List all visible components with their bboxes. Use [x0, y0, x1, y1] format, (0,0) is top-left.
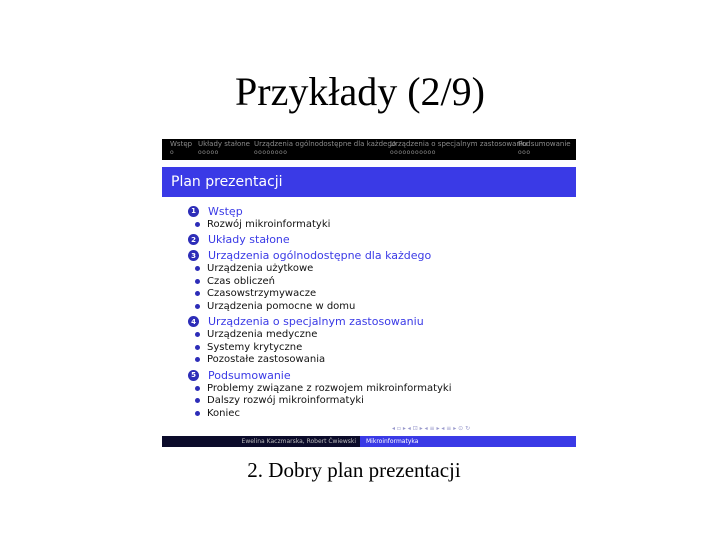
nav-section-label: Urządzenia o specjalnym zastosowaniu	[390, 140, 528, 148]
toc-section-label: Urządzenia ogólnodostępne dla każdego	[208, 249, 432, 262]
bullet-icon	[195, 222, 200, 227]
nav-section-dots: ooooooooooo	[390, 149, 436, 156]
bullet-icon	[195, 304, 200, 309]
toc-subsection-label: Problemy związane z rozwojem mikroinformatyki	[207, 382, 452, 394]
toc-subsection[interactable]	[188, 382, 572, 395]
nav-section-4[interactable]	[390, 140, 527, 157]
toc-subsection[interactable]	[188, 300, 572, 313]
toc-subsection[interactable]	[188, 354, 572, 367]
bullet-icon	[195, 266, 200, 271]
section-number-ball: 3	[188, 250, 199, 261]
toc-subsection[interactable]	[188, 288, 572, 301]
bullet-icon	[195, 279, 200, 284]
section-number-ball: 2	[188, 234, 199, 245]
toc-subsection-label: Systemy krytyczne	[207, 341, 303, 353]
section-number-ball: 5	[188, 370, 199, 381]
nav-section-dots: o	[170, 149, 175, 156]
nav-section-2[interactable]	[198, 140, 250, 157]
toc-section-label: Układy stałone	[208, 233, 290, 246]
toc-subsection[interactable]	[188, 275, 572, 288]
bullet-icon	[195, 291, 200, 296]
bullet-icon	[195, 357, 200, 362]
nav-section-label: Wstęp	[170, 140, 193, 148]
slide-title: Przykłady (2/9)	[235, 69, 485, 114]
toc-subsection-label: Czasowstrzymywacze	[207, 288, 317, 300]
bullet-icon	[195, 332, 200, 337]
toc-section[interactable]	[188, 204, 572, 218]
toc-subsection[interactable]	[188, 218, 572, 231]
toc-subsection-label: Urządzenia pomocne w domu	[207, 300, 356, 312]
presentation-screenshot	[162, 139, 576, 447]
toc-subsection[interactable]	[188, 263, 572, 276]
bullet-icon	[195, 345, 200, 350]
nav-section-3[interactable]	[254, 140, 396, 157]
nav-section-label: Urządzenia ogólnodostępne dla każdego	[254, 140, 397, 148]
toc-subsection[interactable]	[188, 407, 572, 420]
table-of-contents	[188, 202, 572, 420]
nav-section-dots: oooooooo	[254, 149, 288, 156]
slide-caption: 2. Dobry plan prezentacji	[247, 458, 461, 482]
section-number-ball: 4	[188, 316, 199, 327]
toc-subsection-label: Dalszy rozwój mikroinformatyki	[207, 395, 364, 407]
toc-section[interactable]	[188, 368, 572, 382]
section-number-ball: 1	[188, 206, 199, 217]
toc-subsection[interactable]	[188, 395, 572, 408]
footer-bar	[162, 436, 576, 447]
toc-section[interactable]	[188, 233, 572, 247]
toc-subsection-label: Urządzenia medyczne	[207, 329, 318, 341]
footer-title: Mikroinformatyka	[360, 436, 576, 447]
frame-title: Plan prezentacji	[171, 174, 283, 190]
toc-section-label: Podsumowanie	[208, 368, 291, 382]
toc-subsection[interactable]	[188, 341, 572, 354]
toc-section-label: Wstęp	[208, 204, 243, 218]
toc-subsection-label: Urządzenia użytkowe	[207, 263, 314, 275]
toc-subsection[interactable]	[188, 329, 572, 342]
toc-section[interactable]	[188, 249, 572, 263]
toc-section[interactable]	[188, 315, 572, 329]
section-navigation-bar	[162, 139, 576, 160]
toc-section-label: Urządzenia o specjalnym zastosowaniu	[208, 315, 424, 328]
toc-subsection-label: Koniec	[207, 407, 240, 419]
nav-section-5[interactable]	[518, 140, 571, 157]
nav-section-dots: ooooo	[198, 149, 219, 156]
footer-authors: Ewelina Kaczmarska, Robert Ćwiewski	[162, 436, 360, 447]
bullet-icon	[195, 398, 200, 403]
frame-title-bar	[162, 167, 576, 197]
nav-section-label: Układy stałone	[198, 140, 250, 148]
bullet-icon	[195, 386, 200, 391]
toc-subsection-label: Pozostałe zastosowania	[207, 354, 326, 366]
nav-section-1[interactable]	[170, 140, 192, 157]
nav-section-label: Podsumowanie	[518, 140, 571, 148]
nav-section-dots: ooo	[518, 149, 531, 156]
beamer-navigation-symbols[interactable]: ◂ ▫ ▸ ◂ ⊡ ▸ ◂ ≡ ▸ ◂ ≡ ▸ ⊙ ↻	[392, 425, 471, 432]
toc-subsection-label: Czas obliczeń	[207, 275, 276, 287]
toc-subsection-label: Rozwój mikroinformatyki	[207, 218, 331, 230]
bullet-icon	[195, 411, 200, 416]
